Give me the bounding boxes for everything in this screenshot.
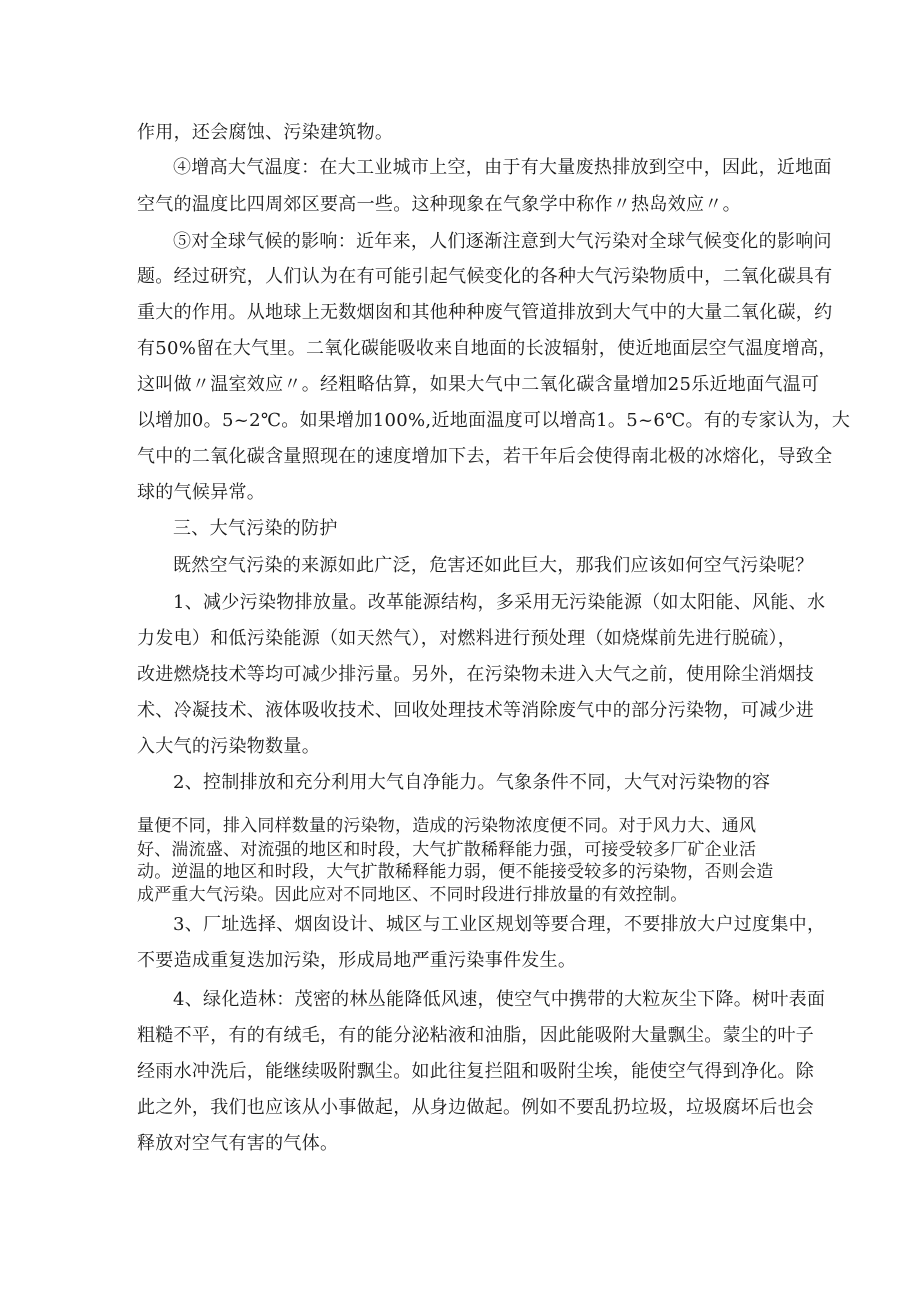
text-line: 经雨水冲洗后，能继续吸附飘尘。如此往复拦阻和吸附尘埃，能使空气得到净化。除 — [137, 1061, 815, 1082]
text-line: 这叫做〃温室效应〃。经粗略估算，如果大气中二氧化碳含量增加25乐近地面气温可 — [137, 374, 820, 395]
text-line: 成严重大气污染。因此应对不同地区、不同时段进行排放量的有效控制。 — [137, 885, 688, 905]
text-line: 释放对空气有害的气体。 — [137, 1133, 339, 1154]
text-line: 气中的二氧化碳含量照现在的速度增加下去，若干年后会使得南北极的冰熔化，导致全 — [137, 446, 833, 467]
paragraph-first-line: ⑤对全球气候的影响：近年来，人们逐渐注意到大气污染对全球气候变化的影响问 — [173, 231, 832, 252]
text-line: 改进燃烧技术等均可减少排污量。另外，在污染物未进入大气之前，使用除尘消烟技 — [137, 664, 815, 685]
text-line: 此之外，我们也应该从小事做起，从身边做起。例如不要乱扔垃圾，垃圾腐坏后也会 — [137, 1097, 815, 1118]
text-line: 动。逆温的地区和时段，大气扩散稀释能力弱，便不能接受较多的污染物，否则会造 — [137, 862, 774, 882]
paragraph-first-line: 1、减少污染物排放量。改革能源结构，多采用无污染能源（如太阳能、风能、水 — [173, 592, 826, 613]
text-line: 作用，还会腐蚀、污染建筑物。 — [137, 122, 394, 143]
text-line: 术、冷凝技术、液体吸收技术、回收处理技术等消除废气中的部分污染物，可减少进 — [137, 700, 815, 721]
text-line: 题。经过研究，人们认为在有可能引起气候变化的各种大气污染物质中，二氧化碳具有 — [137, 266, 833, 287]
text-line: 入大气的污染物数量。 — [137, 736, 320, 757]
text-line: 粗糙不平，有的有绒毛，有的能分泌粘液和油脂，因此能吸附大量飘尘。蒙尘的叶子 — [137, 1025, 815, 1046]
text-line: 空气的温度比四周郊区要高一些。这种现象在气象学中称作〃热岛效应〃。 — [137, 194, 741, 215]
text-line: 重大的作用。从地球上无数烟囱和其他种种废气管道排放到大气中的大量二氧化碳，约 — [137, 302, 833, 323]
paragraph-first-line: 2、控制排放和充分利用大气自净能力。气象条件不同，大气对污染物的容 — [173, 772, 771, 793]
paragraph-first-line: 3、厂址选择、烟囱设计、城区与工业区规划等要合理，不要排放大户过度集中， — [173, 914, 826, 935]
paragraph-first-line: 既然空气污染的来源如此广泛，危害还如此巨大，那我们应该如何空气污染呢？ — [173, 555, 814, 576]
text-line: 以增加0。5~2℃。如果增加100%,近地面温度可以增高1。5~6℃。有的专家认为，大 — [137, 410, 851, 431]
text-line: 量便不同，排入同样数量的污染物，造成的污染物浓度便不同。对于风力大、通风 — [137, 816, 757, 836]
section-heading: 三、大气污染的防护 — [173, 518, 338, 539]
paragraph-first-line: 4、绿化造林：茂密的林丛能降低风速，使空气中携带的大粒灰尘下降。树叶表面 — [173, 989, 826, 1010]
text-line: 力发电）和低污染能源（如天然气），对燃料进行预处理（如烧煤前先进行脱硫）， — [137, 628, 797, 649]
paragraph-first-line: ④增高大气温度：在大工业城市上空，由于有大量废热排放到空中，因此，近地面 — [173, 157, 832, 178]
text-line: 好、湍流盛、对流强的地区和时段，大气扩散稀释能力强，可接受较多厂矿企业活 — [137, 840, 757, 860]
text-line: 不要造成重复迭加污染，形成局地严重污染事件发生。 — [137, 950, 577, 971]
text-line: 球的气候异常。 — [137, 482, 266, 503]
text-line: 有50%留在大气里。二氧化碳能吸收来自地面的长波辐射，使近地面层空气温度增高， — [137, 338, 837, 359]
